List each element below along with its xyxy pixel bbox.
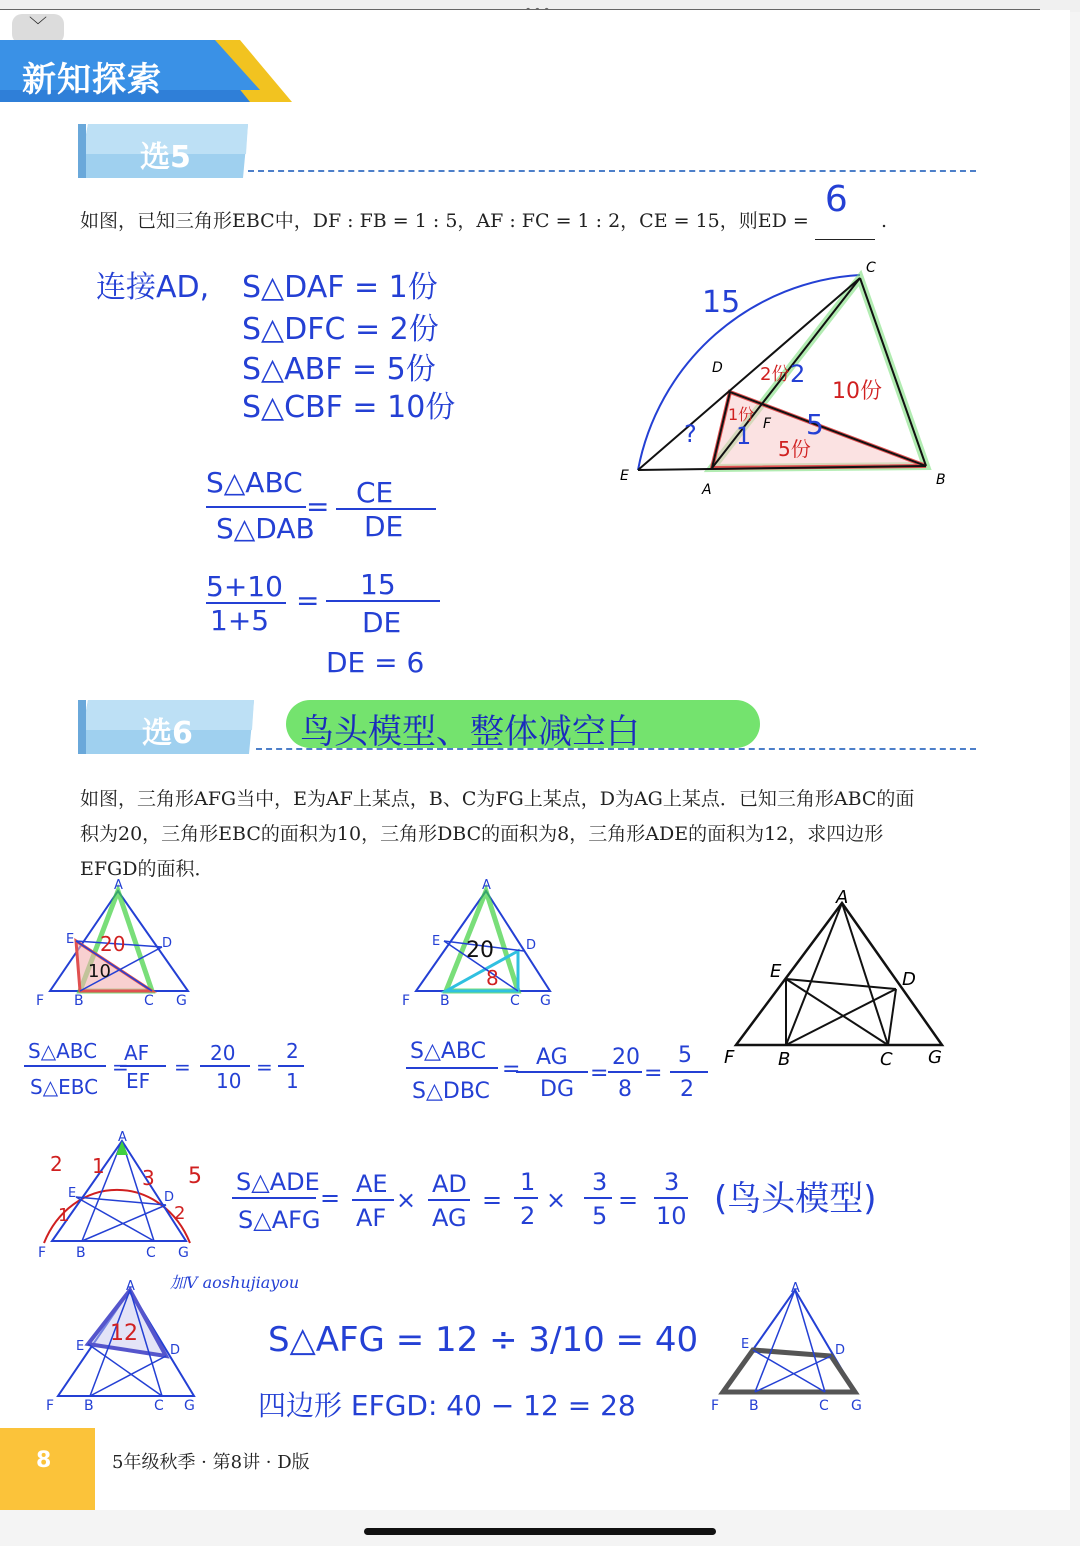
- label-F: F: [36, 993, 45, 1009]
- section-title: 新知探索: [22, 60, 162, 100]
- label-B: B: [440, 993, 450, 1009]
- label-D: D: [526, 938, 537, 953]
- problem5-statement: [80, 179, 887, 240]
- label-B: B: [74, 993, 84, 1009]
- note-2: 2: [50, 1152, 63, 1176]
- note-1: 1: [92, 1154, 105, 1178]
- fig5-note-5fen: 5份: [778, 437, 811, 461]
- eq1-den: S△EBC: [30, 1075, 99, 1099]
- label-E: E: [770, 961, 782, 982]
- eq3-b-den: AF: [356, 1204, 387, 1232]
- eq1-c-num: 20: [210, 1041, 236, 1065]
- work5-frac2-num: 5+10: [206, 570, 283, 603]
- equation-5: 四边形 EFGD: 40 − 12 = 28: [258, 1389, 636, 1422]
- note-10: 10: [88, 961, 111, 982]
- label-A: A: [791, 1281, 800, 1296]
- problem6-highlight: 鸟头模型、整体减空白: [300, 712, 640, 752]
- figure6-small-5: [705, 1280, 875, 1420]
- svg-text:=: =: [618, 1186, 639, 1214]
- figure6-small-4: [40, 1280, 210, 1420]
- label-B: B: [749, 1398, 759, 1414]
- eq1-b-num: AF: [124, 1041, 150, 1065]
- note-20: 20: [466, 938, 494, 963]
- label-D: D: [162, 936, 173, 951]
- label-A: A: [482, 878, 491, 893]
- label-A: A: [118, 1130, 127, 1145]
- equation-1: [20, 1032, 320, 1104]
- label-G: G: [928, 1047, 942, 1068]
- figure6-small-2: [400, 875, 570, 1015]
- equals-sign: =: [306, 490, 330, 523]
- svg-text:×: ×: [396, 1186, 417, 1214]
- label-C: C: [144, 993, 154, 1009]
- eq3-den: S△AFG: [238, 1206, 321, 1234]
- work5-s4: S△CBF = 10份: [242, 390, 456, 425]
- eq2-b-den: DG: [540, 1077, 574, 1102]
- svg-text:=: =: [174, 1055, 191, 1079]
- eq1-d-num: 2: [286, 1039, 299, 1063]
- label-G: G: [540, 993, 551, 1009]
- label-C: C: [146, 1245, 156, 1261]
- label-E: E: [432, 934, 441, 949]
- label-G: G: [851, 1398, 862, 1414]
- label-A: A: [836, 887, 849, 908]
- eq3-d-num: 1: [520, 1168, 536, 1196]
- fig5-label-D: D: [712, 360, 723, 376]
- fig5-note-1: 1: [736, 422, 752, 450]
- label-B: B: [778, 1049, 791, 1070]
- label-C: C: [819, 1398, 829, 1414]
- eq2-den: S△DBC: [412, 1079, 490, 1104]
- page-number: 8: [36, 1448, 52, 1473]
- frac-bar: [326, 600, 440, 602]
- fig5-note-5: 5: [806, 408, 824, 441]
- equation-4: S△AFG = 12 ÷ 3/10 = 40: [268, 1320, 699, 1360]
- problem5-answer: 6: [824, 179, 848, 220]
- eq3-e-den: 5: [592, 1202, 608, 1230]
- work5-s3: S△ABF = 5份: [242, 352, 436, 387]
- footer-text: 5年级秋季 · 第8讲 · D版: [112, 1452, 310, 1473]
- collapse-chevron-icon[interactable]: ﹀: [12, 14, 64, 44]
- eq2-d-den: 2: [680, 1077, 694, 1102]
- eq3-note: (鸟头模型): [714, 1179, 877, 1219]
- label-A: A: [114, 878, 123, 893]
- problem6-line1: 如图，三角形AFG当中，E为AF上某点，B、C为FG上某点，D为AG上某点．已知三角形ABC的面: [80, 788, 915, 810]
- fig5-note-15: 15: [702, 285, 741, 320]
- note-12: 12: [110, 1321, 138, 1346]
- fig5-note-2fen: 2份: [760, 364, 790, 385]
- home-indicator[interactable]: [364, 1528, 716, 1535]
- label-E: E: [68, 1186, 77, 1201]
- label-C: C: [510, 993, 520, 1009]
- page-number-badge: [0, 1428, 95, 1510]
- eq2-d-num: 5: [678, 1043, 692, 1068]
- problem5-divider: [248, 170, 976, 172]
- label-G: G: [178, 1245, 189, 1261]
- eq2-b-num: AG: [536, 1045, 568, 1070]
- svg-text:=: =: [644, 1061, 663, 1086]
- watermark-text: 加V aoshujiayou: [170, 1273, 300, 1292]
- problem6-line3: EFGD的面积．: [80, 858, 214, 880]
- label-E: E: [76, 1339, 85, 1354]
- problem5-suffix: .: [880, 210, 887, 232]
- frac-bar: [206, 506, 306, 508]
- work5-s1: S△DAF = 1份: [242, 270, 438, 305]
- eq3-d-den: 2: [520, 1202, 536, 1230]
- problem5-tag: 选5: [140, 140, 191, 175]
- fig5-note-2: 2: [790, 360, 806, 388]
- label-F: F: [46, 1398, 55, 1414]
- label-E: E: [741, 1337, 750, 1352]
- note-2b: 2: [174, 1203, 186, 1224]
- fig5-note-10fen: 10份: [832, 379, 882, 404]
- fig5-label-E: E: [620, 468, 629, 484]
- fig5-label-F: F: [763, 416, 772, 432]
- equation-2: [404, 1030, 724, 1110]
- label-F: F: [724, 1047, 735, 1068]
- label-E: E: [66, 932, 75, 947]
- work5-frac1-num: S△ABC: [206, 466, 303, 499]
- figure5: [600, 250, 980, 500]
- label-F: F: [402, 993, 411, 1009]
- label-C: C: [880, 1049, 893, 1070]
- eq3-b-num: AE: [356, 1170, 388, 1198]
- label-G: G: [184, 1398, 195, 1414]
- note-8: 8: [486, 966, 499, 990]
- fig5-label-C: C: [866, 260, 876, 276]
- eq2-c-num: 20: [612, 1045, 640, 1070]
- eq1-d-den: 1: [286, 1069, 299, 1093]
- eq3-f-num: 3: [664, 1168, 680, 1196]
- eq1-b-den: EF: [126, 1069, 151, 1093]
- label-C: C: [154, 1398, 164, 1414]
- work5-frac2-den: 1+5: [210, 604, 270, 637]
- fig5-label-B: B: [936, 472, 946, 488]
- label-D: D: [164, 1190, 175, 1205]
- eq3-num: S△ADE: [236, 1168, 320, 1196]
- work5-frac1-rnum: CE: [356, 476, 394, 509]
- eq1-c-den: 10: [216, 1069, 242, 1093]
- svg-text:=: =: [590, 1061, 609, 1086]
- work5-result: DE = 6: [326, 646, 425, 679]
- label-G: G: [176, 993, 187, 1009]
- label-B: B: [84, 1398, 94, 1414]
- label-F: F: [38, 1245, 47, 1261]
- eq3-e-num: 3: [592, 1168, 608, 1196]
- work5-s2: S△DFC = 2份: [242, 312, 439, 347]
- figure6-main: [720, 885, 960, 1075]
- label-D: D: [170, 1343, 181, 1358]
- equals-sign: =: [296, 584, 320, 617]
- work5-line1: 连接AD,: [96, 270, 210, 305]
- eq3-c-num: AD: [432, 1170, 467, 1198]
- eq2-num: S△ABC: [410, 1039, 487, 1064]
- equation-3: [230, 1160, 930, 1240]
- work5-frac2-rden: DE: [362, 606, 402, 639]
- fig5-note-question: ?: [684, 420, 697, 448]
- svg-text:=: =: [482, 1186, 503, 1214]
- note-3: 3: [142, 1166, 155, 1190]
- label-D: D: [835, 1343, 846, 1358]
- work5-frac2-rnum: 15: [360, 568, 396, 601]
- label-F: F: [711, 1398, 720, 1414]
- work5-frac1-den: S△DAB: [216, 512, 315, 545]
- svg-text:=: =: [112, 1055, 129, 1079]
- fig5-label-A: A: [702, 482, 712, 498]
- problem6-tag: 选6: [142, 716, 193, 751]
- eq1-num: S△ABC: [28, 1039, 98, 1063]
- label-B: B: [76, 1245, 86, 1261]
- figure6-small-1: [30, 875, 200, 1015]
- eq3-c-den: AG: [432, 1204, 467, 1232]
- eq2-c-den: 8: [618, 1077, 632, 1102]
- svg-text:=: =: [502, 1057, 521, 1082]
- svg-text:=: =: [320, 1184, 341, 1212]
- svg-text:=: =: [256, 1055, 273, 1079]
- label-A: A: [126, 1280, 135, 1294]
- eq3-f-den: 10: [656, 1202, 687, 1230]
- svg-text:×: ×: [546, 1186, 567, 1214]
- label-D: D: [902, 969, 916, 990]
- problem5-statement-text: 如图，已知三角形EBC中，DF : FB = 1 : 5，AF : FC = 1 : 2，CE = 15，则ED =: [80, 210, 809, 232]
- work5-frac1-rden: DE: [364, 510, 404, 543]
- fig5-note-1fen: 1份: [728, 405, 755, 424]
- note-5: 5: [188, 1164, 202, 1189]
- problem6-line2: 积为20，三角形EBC的面积为10，三角形DBC的面积为8，三角形ADE的面积为12，求四边形: [80, 823, 884, 845]
- note-1b: 1: [58, 1205, 70, 1226]
- note-20: 20: [100, 932, 126, 956]
- figure6-small-3: [30, 1125, 220, 1265]
